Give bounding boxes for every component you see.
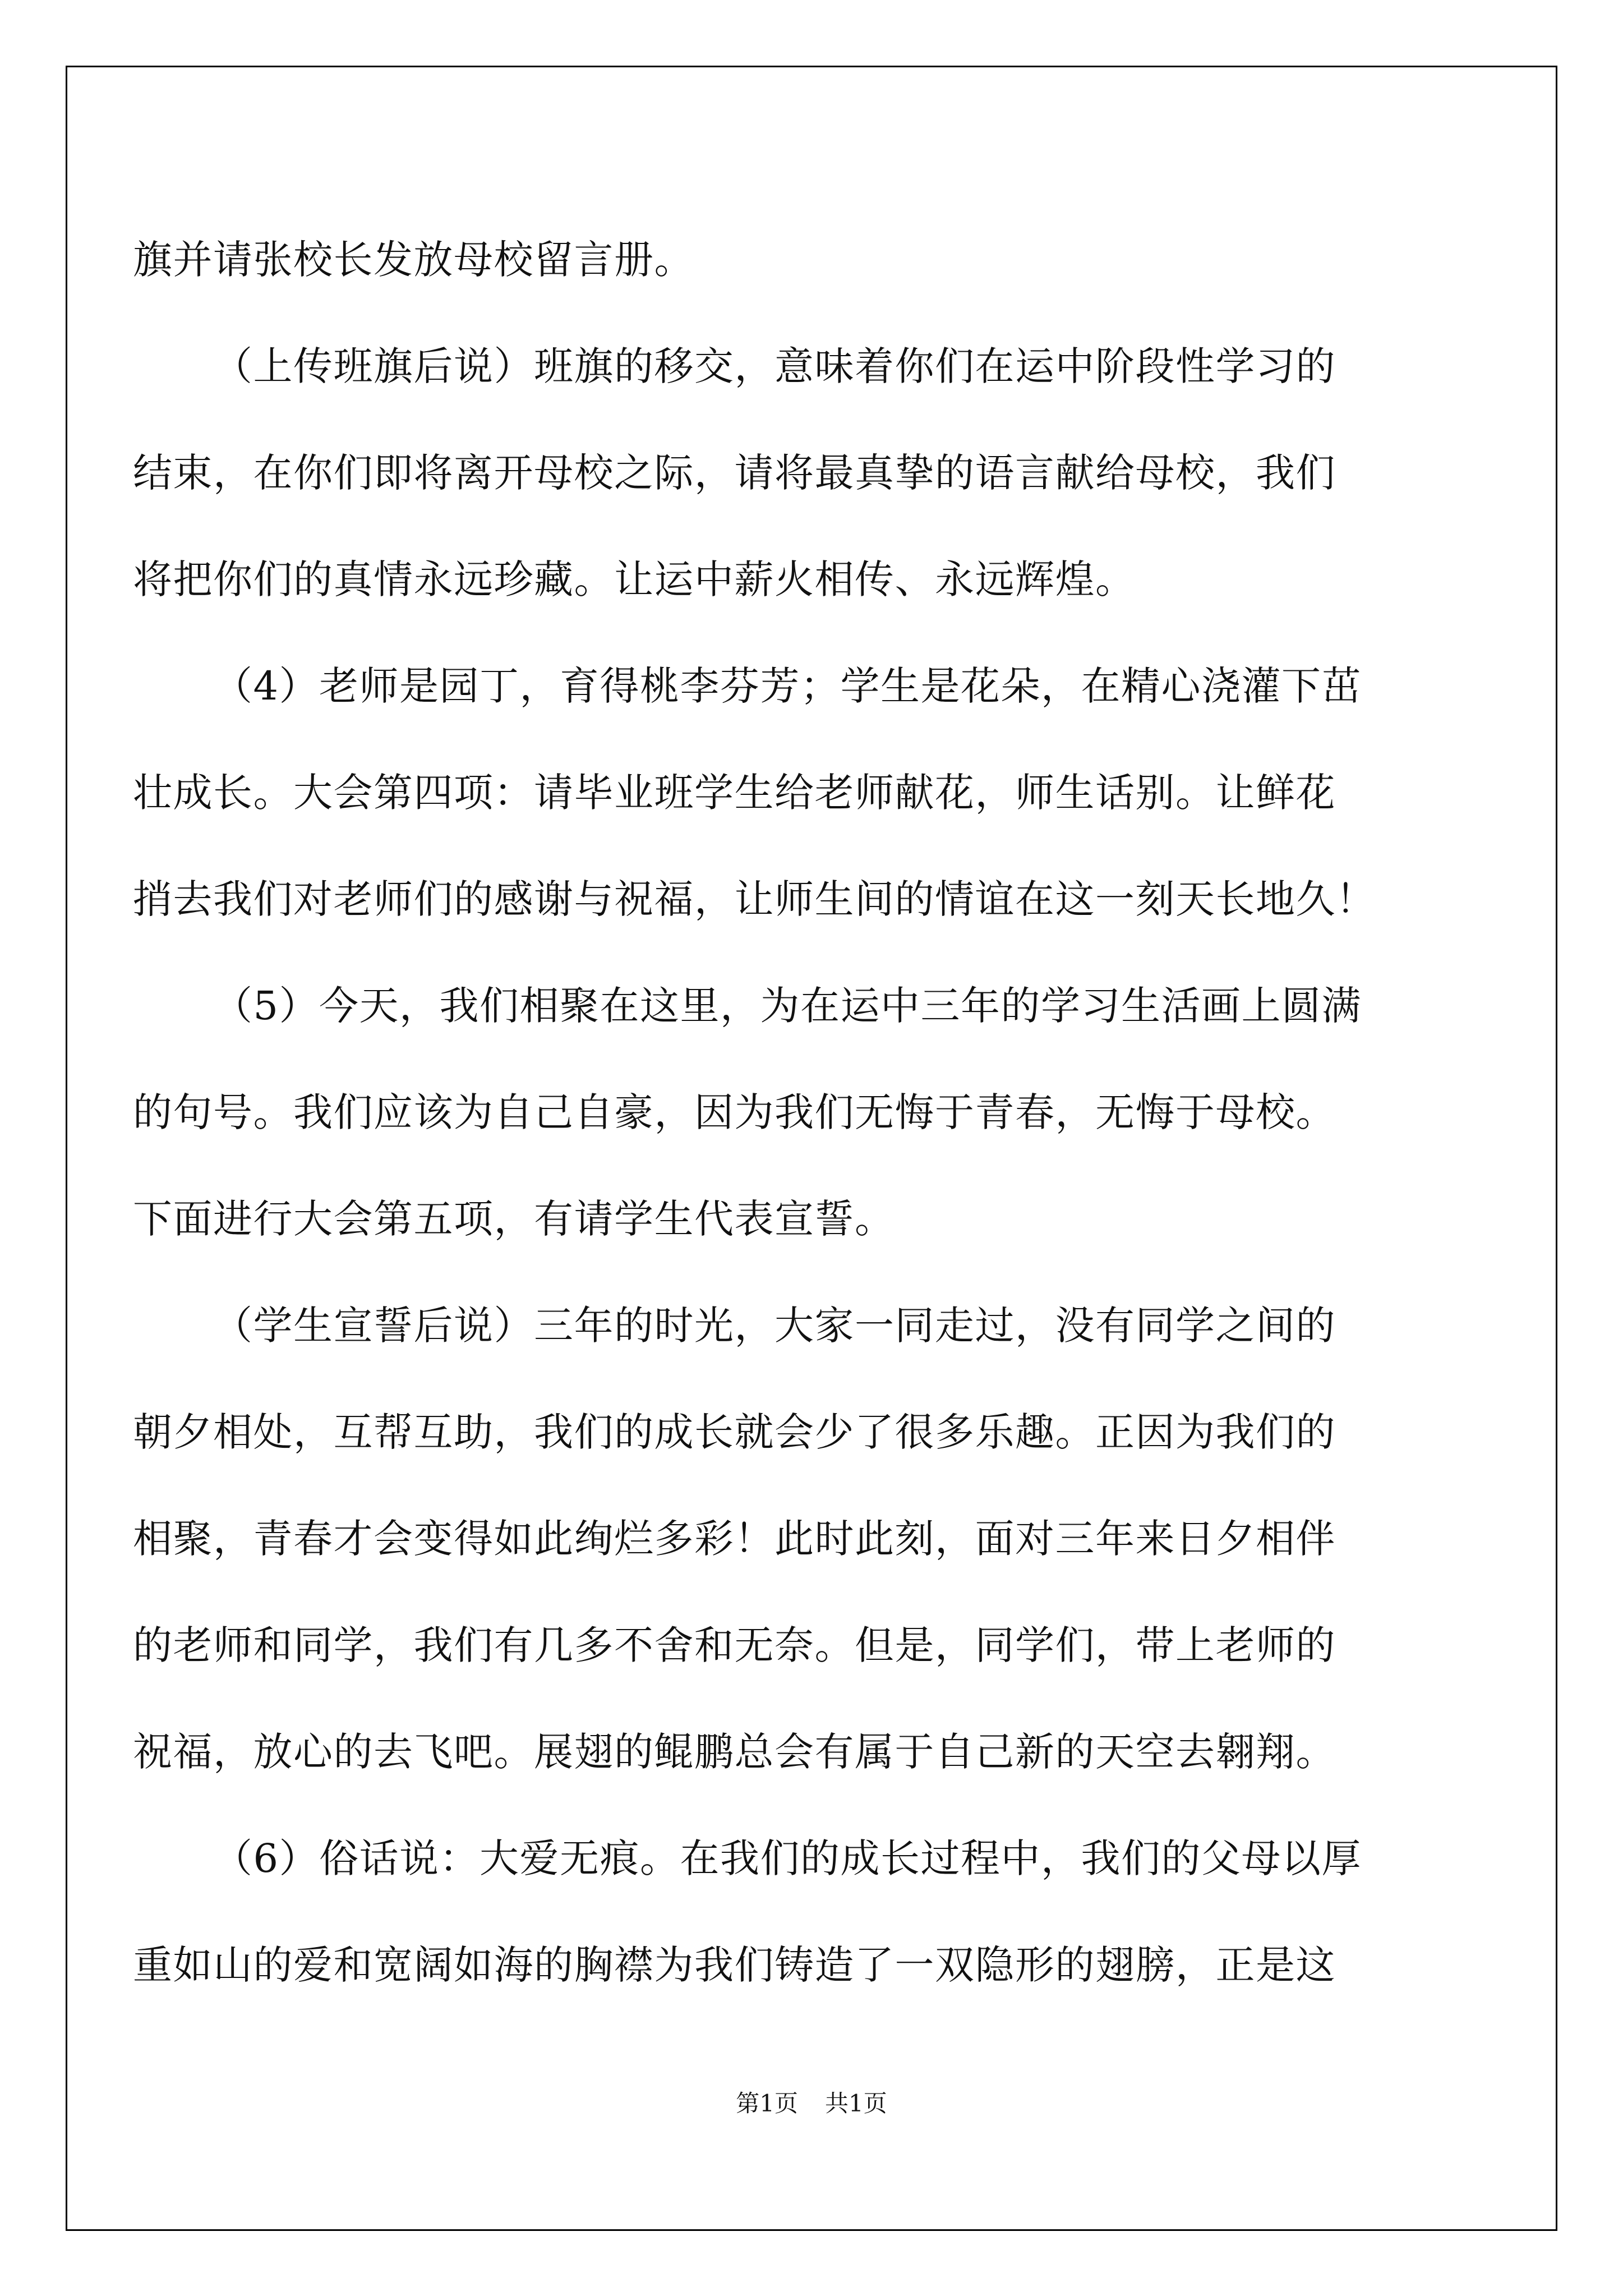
text-line: 重如山的爱和宽阔如海的胸襟为我们铸造了一双隐形的翅膀，正是这 — [133, 1942, 1336, 1988]
text-line: （5）今天，我们相聚在这里，为在运中三年的学习生活画上圆满 — [213, 983, 1362, 1029]
text-line: 朝夕相处，互帮互助，我们的成长就会少了很多乐趣。正因为我们的 — [133, 1409, 1336, 1455]
text-line: 的老师和同学，我们有几多不舍和无奈。但是，同学们，带上老师的 — [133, 1622, 1336, 1668]
text-line: 结束，在你们即将离开母校之际，请将最真挚的语言献给母校，我们 — [133, 450, 1336, 496]
text-line: 下面进行大会第五项，有请学生代表宣誓。 — [133, 1196, 895, 1242]
text-line: 将把你们的真情永远珍藏。让运中薪火相传、永远辉煌。 — [133, 556, 1136, 602]
page-total: 共1页 — [825, 2090, 887, 2117]
page-number: 第1页 — [736, 2090, 798, 2117]
page-footer — [0, 2085, 1623, 2119]
text-line: 祝福，放心的去飞吧。展翅的鲲鹏总会有属于自己新的天空去翱翔。 — [133, 1729, 1336, 1775]
text-line: （6）俗话说：大爱无痕。在我们的成长过程中，我们的父母以厚 — [213, 1835, 1362, 1881]
text-line: 旗并请张校长发放母校留言册。 — [133, 237, 694, 283]
text-line: （学生宣誓后说）三年的时光，大家一同走过，没有同学之间的 — [213, 1303, 1336, 1349]
text-line: （4）老师是园丁，育得桃李芬芳；学生是花朵，在精心浇灌下茁 — [213, 663, 1362, 709]
text-line: 壮成长。大会第四项：请毕业班学生给老师献花，师生话别。让鲜花 — [133, 770, 1336, 816]
document-body — [133, 206, 1490, 2018]
text-line: 捎去我们对老师们的感谢与祝福，让师生间的情谊在这一刻天长地久！ — [133, 876, 1376, 922]
text-line: （上传班旗后说）班旗的移交，意味着你们在运中阶段性学习的 — [213, 343, 1336, 389]
text-line: 的句号。我们应该为自己自豪，因为我们无悔于青春，无悔于母校。 — [133, 1089, 1336, 1135]
text-line: 相聚，青春才会变得如此绚烂多彩！此时此刻，面对三年来日夕相伴 — [133, 1516, 1336, 1562]
